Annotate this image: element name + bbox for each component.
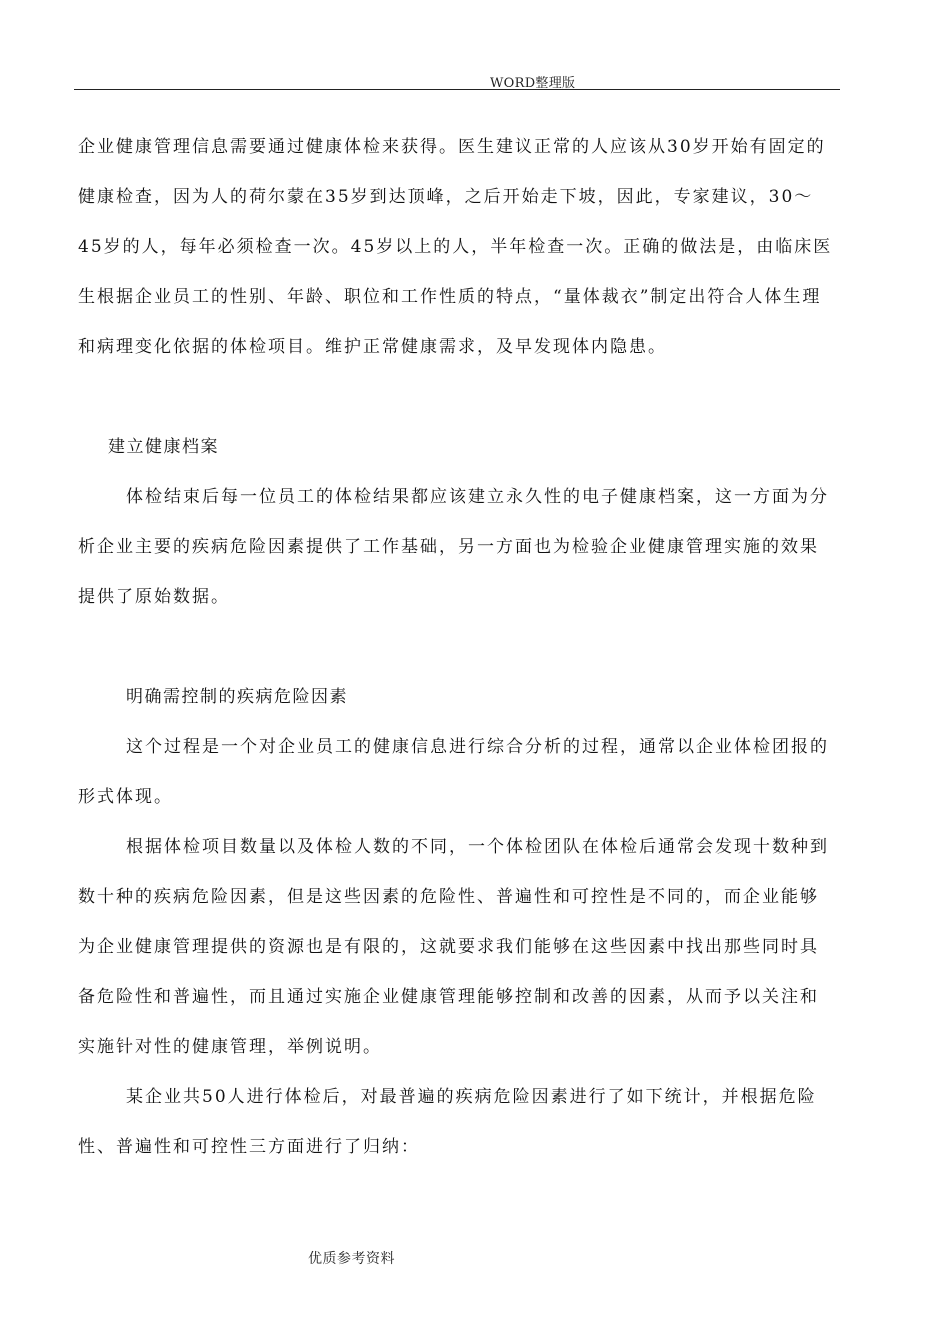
section-gap [78,622,835,672]
section-heading-risk-factors: 明确需控制的疾病危险因素 [126,687,348,707]
header-divider [74,89,840,90]
paragraph-risk-selection: 根据体检项目数量以及体检人数的不同，一个体检团队在体检后通常会发现十数种到数十种的疾病危险因素，但是这些因素的危险性、普遍性和可控性是不同的，而企业能够为企业健康管理提供的资源也是有限的，这就要求我们能够在这些因素中找出那些同时具备危险性和普遍性，而且通过实施企业健康管理能够控制和改善的因素，从而予以关注和实施针对性的健康管理，举例说明。 [78,837,829,1057]
page-footer-label: 优质参考资料 [308,1251,395,1267]
paragraph-example-intro: 某企业共50人进行体检后，对最普遍的疾病危险因素进行了如下统计，并根据危险性、普遍性和可控性三方面进行了归纳： [78,1087,817,1157]
page-header-label: WORD整理版 [490,76,576,91]
paragraph-health-exam: 企业健康管理信息需要通过健康体检来获得。医生建议正常的人应该从30岁开始有固定的健康检查，因为人的荷尔蒙在35岁到达顶峰，之后开始走下坡，因此，专家建议，30～45岁的人，每年必须检查一次。45岁以上的人，半年检查一次。正确的做法是，由临床医生根据企业员工的性别、年龄、职位和工作性质的特点，“量体裁衣”制定出符合人体生理和病理变化依据的体检项目。维护正常健康需求，及早发现体内隐患。 [78,137,833,357]
section-gap [78,372,835,422]
section-heading-health-records: 建立健康档案 [108,437,219,457]
document-body [78,122,835,1172]
paragraph-analysis-process: 这个过程是一个对企业员工的健康信息进行综合分析的过程，通常以企业体检团报的形式体现。 [78,737,829,807]
paragraph-health-records: 体检结束后每一位员工的体检结果都应该建立永久性的电子健康档案，这一方面为分析企业主要的疾病危险因素提供了工作基础，另一方面也为检验企业健康管理实施的效果提供了原始数据。 [78,487,829,607]
